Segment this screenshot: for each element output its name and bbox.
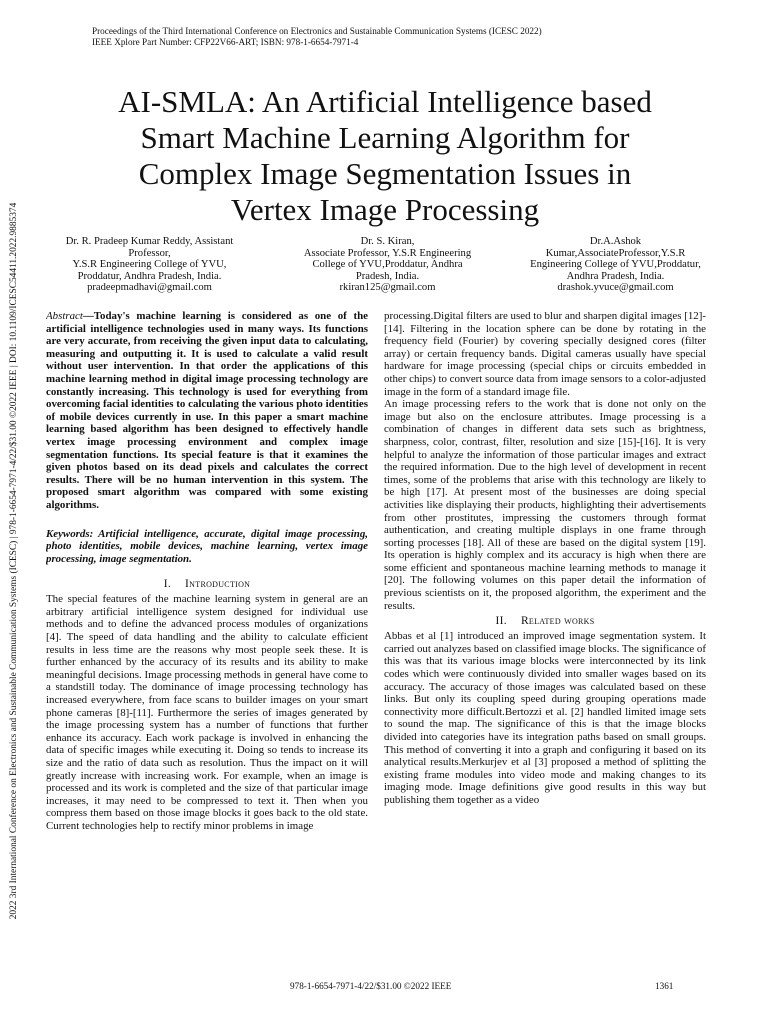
author-line: Associate Professor, Y.S.R Engineering [303,247,472,259]
header-line-1: Proceedings of the Third International Conference on Electronics and Sustainable Communication Systems (ICESC 2022) [92,26,542,36]
page-number: 1361 [655,981,674,991]
running-header [92,26,542,48]
author-line: Andhra Pradesh, India. [566,270,665,282]
side-citation-strip: 2022 3rd International Conference on Electronics and Sustainable Communication Systems (ICESC) | 978-1-6654-7971-4/22/$31.00 ©2022 IEEE | DOI: 10.1109/ICESC54411.2022.9885374 [9,202,19,920]
paragraph: processing.Digital filters are used to blur and sharpen digital images [12]-[14]. Filtering in the location sphere can be done by rotating in the frequency field (Fourier) by covering specially designed cores (filter array) or certain frequency bands. Digital cameras usually have special hardware for image processing (special chips or circuits embedded in other chips) to convert source data from image sensors to a color-adjusted image in the form of a standard image file. [384,310,706,398]
author-block-3 [508,236,723,294]
abstract-text: —Today's machine learning is considered as one of the artificial intelligence technologies used in many ways. Its functions are very accurate, from receiving the given input data to calculating, measuring and outputting it. It is used to calculate a valid result without user intervention. In that order the applications of this machine learning method in digital image processing technology are constantly increasing. This technology is used for everything from overcoming facial identities to calculating the various photo identities of mobile devices currently in use. In this paper a smart machine learning based algorithm has been designed to effectively handle vertex image processing environment and complex image segmentation functions. Its special feature is that it examines the given photos based on its dead pixels and calculates the correct results. There will be no human intervention in this system. The proposed smart algorithm was compared with some existing algorithms. [46,310,368,511]
abstract-label: Abstract [46,310,83,322]
keywords-text: Artificial intelligence, accurate, digital image processing, photo identities, mobile devices, machine learning, vertex image processing, image segmentation. [46,527,368,565]
title-line: Vertex Image Processing [230,192,540,227]
author-line: Kumar,AssociateProfessor,Y.S.R [545,247,686,259]
author-line: Pradesh, India. [355,270,420,282]
author-line: Dr. R. Pradeep Kumar Reddy, Assistant [65,236,234,247]
left-column [46,310,368,935]
title-line: AI-SMLA: An Artificial Intelligence based [118,84,652,119]
title-line: Complex Image Segmentation Issues in [138,156,632,191]
keywords-label: Keywords: [46,527,94,540]
paper-title [60,84,710,228]
footer-copyright: 978-1-6654-7971-4/22/$31.00 ©2022 IEEE [290,981,452,991]
section-title: Introduction [185,578,251,591]
author-email: drashok.yvuce@gmail.com [557,282,674,294]
author-block-1 [42,236,257,294]
author-line: College of YVU,Proddatur, Andhra [312,259,463,271]
abstract [46,310,368,512]
author-email: pradeepmadhavi@gmail.com [87,282,212,294]
section-heading-related-works [384,614,706,628]
title-line: Smart Machine Learning Algorithm for [140,120,630,155]
keywords [46,528,368,566]
author-line: Professor, [128,247,171,259]
author-line: Dr. S. Kiran, [360,236,415,247]
section-number: II. [495,615,507,628]
author-block-2 [280,236,495,294]
section-number: I. [163,578,172,591]
paragraph: An image processing refers to the work that is done not only on the image but also on the enclosure attributes. Image processing is a combination of changes in different data sets such as brightness, sharpness, color, contrast, filter, resolution and size [15]-[16]. It is very helpful to analyze the information of those particular images and extract the required information. Due to the high level of development in recent times, some of the problems that arise with this technology are likely to be high [17]. At present most of the businesses are doing special activities like displaying their products, highlighting their advertisements from other prostitutes, impressing the customers through format authentication, and creating multiple displays in one frame through sorting processes [18]. All of these are based on the digital system [19]. Its operation is highly complex and its accuracy is high when there are some efficient and spontaneous machine learning methods to manage it [20]. The following volumes on this paper detail the information of previous scientists on it, the proposed algorithm, the experiment and the results. [384,398,706,612]
author-line: Dr.A.Ashok [589,236,642,247]
paragraph: Abbas et al [1] introduced an improved image segmentation system. It carried out analyzes based on classified image blocks. The significance of this was that its various image blocks were interconnected by its link codes which were continuously divided into smaller wages based on its accuracy. The accuracy of those images was calculated based on these links. But only its coupling speed during grouping operations made connectivity more difficult.Bertozzi et al. [2] handled limited image sets to sound the map. The significance of this is that the image blocks divided into categories have its integration paths based on small groups. This method of converting it into a graph and configuring it based on its analytical results.Merkurjev et al [3] proposed a method of splitting the existing frame modules into video mode and making changes to its imaging mode. Image definitions give good results in this way but publishing them together as a video [384,630,706,806]
section-heading-introduction [46,577,368,591]
author-line: Engineering College of YVU,Proddatur, [530,259,701,271]
section-title: Related works [520,615,595,628]
paragraph: The special features of the machine learning system in general are an arbitrary artificial intelligence system designed for individual use methods and to define the advanced process modules of organizations [4]. The speed of data handling and the ability to calculate efficient results in less time are the reasons why most people seek these. It is further enhanced by the accuracy of its results and its ability to make meaningful decisions. Image processing methods in general have come to a standstill today. The dominance of image processing technology has increased everywhere, from face scans to builder images on your smart phone cameras [8]-[11]. Furthermore the series of images generated by the image processing system has a number of functions that further enhance its accuracy. Each work package is involved in enhancing the data of specific images while executing it. Doing so tends to increase its size and the ratio of data such as resolution. Thus the impact on it will greatly increase with increasing work. For example, when an image is processed and its work is completed and the size of that particular image increases, it may need to be compressed to text it. Then when you compress them based on those image blocks it goes back to the old state. Current technologies help to rectify minor problems in image [46,593,368,832]
author-line: Proddatur, Andhra Pradesh, India. [77,270,222,282]
author-email: rkiran125@gmail.com [339,282,436,294]
author-line: Y.S.R Engineering College of YVU, [72,259,227,271]
header-line-2: IEEE Xplore Part Number: CFP22V66-ART; ISBN: 978-1-6654-7971-4 [92,37,359,47]
right-column [384,310,706,935]
